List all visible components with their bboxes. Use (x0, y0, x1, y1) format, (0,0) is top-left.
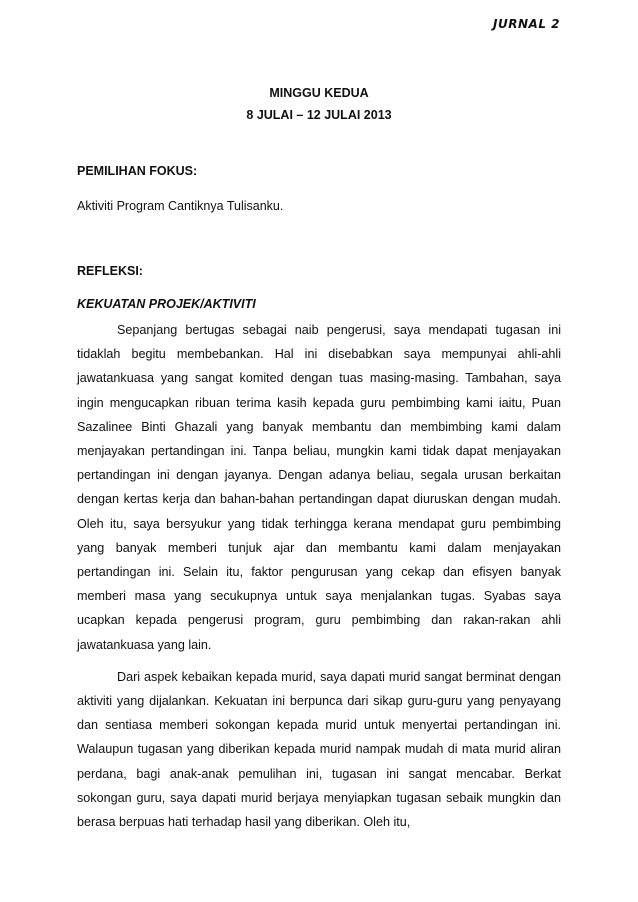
reflection-label: REFLEKSI: (77, 264, 143, 278)
reflection-paragraph-1: Sepanjang bertugas sebagai naib pengerusi, saya mendapati tugasan ini tidaklah begitu membebankan. Hal ini disebabkan saya mempunyai ahli-ahli jawatankuasa yang sangat komited dengan tuas masing-masing. Tambahan, saya ingin mengucapkan ribuan terima kasih kepada guru pembimbing kami iaitu, Puan Sazalinee Binti Ghazali yang banyak membantu dan membimbing kami dalam menjayakan pertandingan ini. Tanpa beliau, mungkin kami tidak dapat menjayakan pertandingan ini dengan jayanya. Dengan adanya beliau, segala urusan berkaitan dengan kertas kerja dan bahan-bahan pertandingan dapat diuruskan dengan mudah. Oleh itu, saya bersyukur yang tidak terhingga kerana mendapat guru pembimbing yang banyak memberi tunjuk ajar dan membantu kami dalam menjayakan pertandingan ini. Selain itu, faktor pengurusan yang cekap dan efisyen banyak memberi masa yang secukupnya untuk saya menjalankan tugas. Syabas saya ucapkan kepada pengerusi program, guru pembimbing dan rakan-rakan ahli jawatankuasa yang lain. (77, 323, 561, 652)
document-heading (0, 84, 638, 124)
date-range: 8 JULAI – 12 JULAI 2013 (246, 108, 392, 122)
focus-text: Aktiviti Program Cantiknya Tulisanku. (77, 199, 284, 213)
strength-subheading: KEKUATAN PROJEK/AKTIVITI (77, 297, 256, 311)
reflection-body (77, 318, 561, 842)
week-title: MINGGU KEDUA (269, 86, 369, 100)
journal-tag: JURNAL 2 (493, 17, 560, 31)
focus-label: PEMILIHAN FOKUS: (77, 164, 198, 178)
reflection-paragraph-2: Dari aspek kebaikan kepada murid, saya dapati murid sangat berminat dengan aktiviti yang dijalankan. Kekuatan ini berpunca dari sikap guru-guru yang penyayang dan sentiasa memberi sokongan kepada murid untuk menyertai pertandingan ini. Walaupun tugasan yang diberikan kepada murid nampak mudah di mata murid aliran perdana, bagi anak-anak pemulihan ini, tugasan ini sangat mencabar. Berkat sokongan guru, saya dapati murid berjaya menyiapkan tugasan sebaik mungkin dan berasa berpuas hati terhadap hasil yang diberikan. Oleh itu, (77, 669, 561, 830)
